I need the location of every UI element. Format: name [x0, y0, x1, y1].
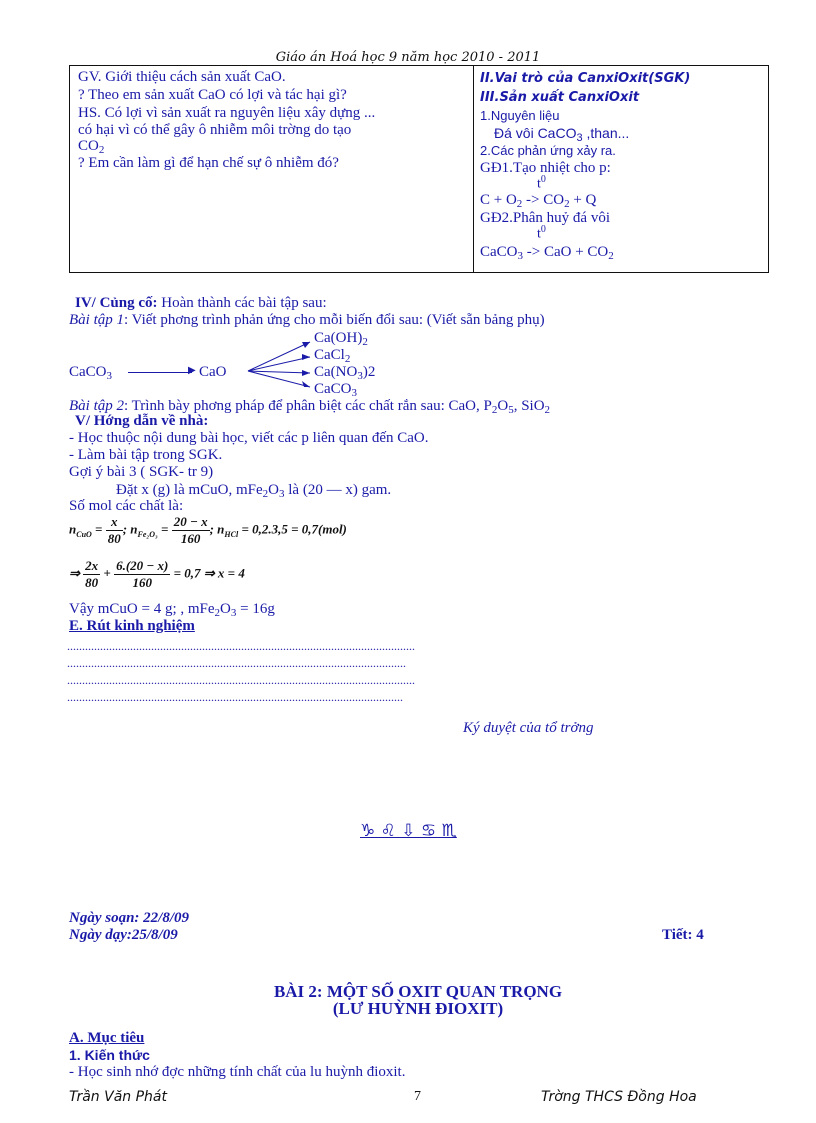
diagram-branch-arrows — [240, 330, 320, 394]
table-divider — [473, 66, 474, 272]
exercise-1: Bài tập 1: Viết phơng trình phản ứng cho mỗi biến đổi sau: (Viết sẵn bảng phụ) — [69, 312, 545, 328]
dotted-line-3: .................................................................................................................... — [67, 673, 415, 687]
diagram-cao: CaO — [199, 364, 227, 380]
product-caco3: CaCO$_3$ — [314, 381, 357, 399]
right-reaction-1: $C + O_2 -> CO_2 + Q$ — [480, 192, 597, 210]
right-stage1: GĐ1.Tạo nhiệt cho p: — [480, 160, 611, 176]
page-header: Giáo án Hoá học 9 năm học 2010 - 2011 — [275, 50, 541, 65]
right-reaction-2: CaCO$_3$ -> CaO + $CO_2$ — [480, 244, 614, 262]
table-left-line-1: GV. Giới thiệu cách sản xuất CaO. — [78, 69, 286, 85]
right-raw-material-label: 1.Nguyên liệu — [480, 108, 560, 123]
knowledge-heading: 1. Kiến thức — [69, 1047, 150, 1063]
ornament-symbols: ♑ ♌ ⇩ ♋ ♏ — [360, 821, 457, 841]
footer-author: Trần Văn Phát — [69, 1089, 167, 1105]
lesson-table — [69, 65, 769, 273]
right-reactions-label: 2.Các phản ứng xảy ra. — [480, 143, 616, 158]
right-heading-2: II.Vai trò của CanxiOxit(SGK) — [480, 71, 691, 86]
right-stage2: GĐ2.Phân huỷ đá vôi — [480, 210, 610, 226]
diagram-arrow-main — [128, 372, 192, 373]
product-cacl2: CaCl$_2$ — [314, 347, 351, 365]
diagram-caco3: CaCO$_3$ — [69, 364, 112, 382]
diagram-arrowhead: ▶ — [188, 365, 196, 376]
equation-2: ⇒ $\frac{2x}{80}$ + $\frac{6.(20 - x)}{160}$ = 0,7 ⇒ x = 4 — [69, 558, 245, 590]
product-caoh2: $Ca(OH)_2$ — [314, 330, 368, 348]
right-temp-1: $t^0$ — [537, 174, 546, 192]
mol-line: Số mol các chất là: — [69, 498, 184, 514]
table-left-line-6: ? Em cần làm gì để hạn chế sự ô nhiễm đó? — [78, 155, 339, 171]
knowledge-line: - Học sinh nhớ đợc những tính chất của lu huỳnh đioxit. — [69, 1064, 406, 1080]
table-left-co2: $CO_2$ — [78, 138, 105, 156]
dotted-line-1: .................................................................................................................... — [67, 639, 415, 653]
period-label: Tiết: 4 — [662, 927, 704, 943]
result-line: Vậy mCuO = 4 g; , $mFe_2O_3 = 16g$ — [69, 601, 275, 619]
right-temp-2: $t^0$ — [537, 224, 546, 242]
equation-1: $n_{CuO}$ = $\frac{x}{80}$ ; $n_{Fe_2O_3}$ = $\frac{20 - x}{160}$ ; $n_{HCl} = 0,2.3,5 = 0,7(mol)$ — [69, 514, 347, 546]
approval-signature-label: Ký duyệt của tổ trởng — [463, 720, 594, 736]
exercise-2: Bài tập 2: Trình bày phơng pháp để phân biệt các chất rắn sau: CaO, $P_2O_5$, SiO$_2$ — [69, 398, 551, 416]
homework-line-1: - Học thuộc nội dung bài học, viết các p liên quan đến CaO. — [69, 430, 429, 446]
dotted-line-4: ................................................................................................................ — [67, 690, 403, 704]
table-left-line-4: có hại vì có thể gây ô nhiễm môi trờng do tạo — [78, 122, 352, 138]
teach-date: Ngày dạy:25/8/09 — [69, 927, 178, 943]
lesson-subtitle: (LƯ HUỲNH ĐIOXIT) — [332, 999, 504, 1018]
homework-hint: Gợi ý bài 3 ( SGK- tr 9) — [69, 464, 214, 480]
objectives-heading: A. Mục tiêu — [69, 1030, 145, 1046]
footer-school: Trờng THCS Đồng Hoa — [541, 1089, 697, 1105]
right-heading-3: III.Sản xuất CanxiOxit — [480, 90, 640, 105]
right-limestone-line: Đá vôi CaCO$_3$ ,than... — [494, 125, 630, 144]
hint-setup: Đặt x (g) là mCuO, $mFe_2O_3$ là (20 — x) gam. — [116, 482, 392, 500]
section-4-heading: IV/ Củng cố: Hoàn thành các bài tập sau: — [75, 295, 327, 311]
page-number: 7 — [414, 1089, 421, 1104]
section-e-heading: E. Rút kinh nghiệm — [69, 618, 195, 634]
dotted-line-2: ................................................................................................................. — [67, 656, 406, 670]
prep-date: Ngày soạn: 22/8/09 — [69, 910, 189, 926]
product-cano32: $Ca(NO_3)2$ — [314, 364, 376, 382]
homework-line-2: - Làm bài tập trong SGK. — [69, 447, 223, 463]
table-left-line-2: ? Theo em sản xuất CaO có lợi và tác hại gì? — [78, 87, 347, 103]
lesson-title: BÀI 2: MỘT SỐ OXIT QUAN TRỌNG — [273, 982, 563, 1001]
section-5-heading: V/ Hớng dẫn về nhà: — [75, 413, 209, 429]
table-left-line-3: HS. Có lợi vì sản xuất ra nguyên liệu xây dựng ... — [78, 105, 376, 121]
